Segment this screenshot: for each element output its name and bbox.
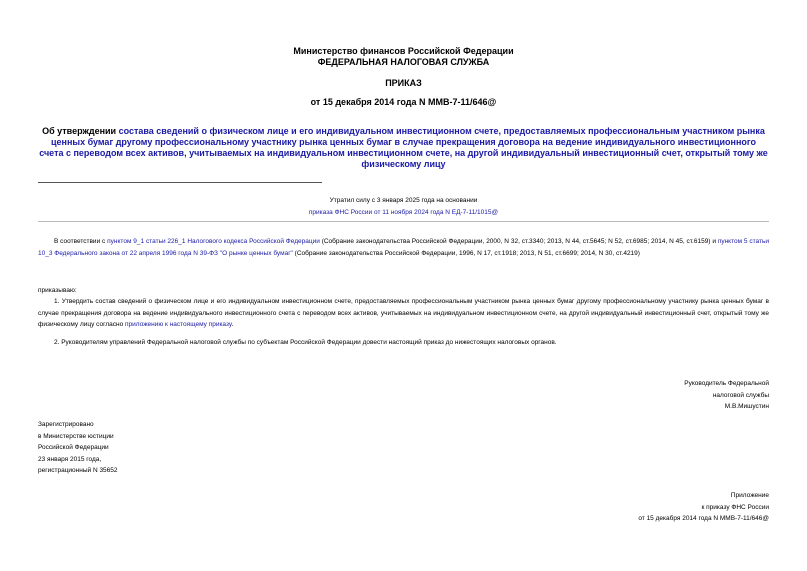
preamble-text: В соответствии с bbox=[54, 238, 108, 245]
appendix-line: от 15 декабря 2014 года N ММВ-7-11/646@ bbox=[638, 515, 769, 522]
doc-date: от 15 декабря 2014 года N ММВ-7-11/646@ bbox=[310, 97, 497, 107]
securities-law-link[interactable]: пунктом 5 статьи 10_3 Федерального закона от 22 апреля 1996 года N 39-ФЗ "О рынке ценных бумаг" bbox=[38, 238, 770, 257]
appendix-line: к приказу ФНС России bbox=[701, 503, 769, 511]
divider bbox=[38, 182, 322, 183]
order-item-text: . bbox=[231, 321, 234, 328]
header-ministry: Министерство финансов Российской Федерации bbox=[293, 46, 514, 56]
signature-block bbox=[684, 378, 769, 413]
registration-line: в Министерстве юстиции bbox=[38, 432, 114, 440]
title-link[interactable]: состава сведений о физическом лице и его индивидуальном инвестиционном счете, предоставляемых профессиональным участником рынка ценных бумаг другому профессиональному участнику рынка ценных бумаг в случае прекращения договора на ведение индивидуального инвестиционного счета с переводом всех активов, учитываемых на индивидуальном инвестиционном счете, на другой индивидуальный инвестиционный счет, открытый тому же физическому лицу bbox=[39, 126, 768, 169]
order-word: приказываю: bbox=[38, 287, 77, 294]
preamble-text: (Собрание законодательства Российской Федерации, 2000, N 32, ст.3340; 2013, N 44, ст.5645; N 52, ст.6985; 2014, N 45, ст.6159) и bbox=[319, 238, 718, 245]
registration-line: Российской Федерации bbox=[38, 444, 109, 451]
title-prefix: Об утверждении bbox=[42, 126, 119, 136]
signature-name: М.В.Мишустин bbox=[724, 403, 769, 410]
order-item-1 bbox=[38, 296, 769, 331]
preamble-paragraph bbox=[38, 236, 769, 259]
registration-block bbox=[38, 419, 118, 477]
lost-force-link[interactable]: приказа ФНС России от 11 ноября 2024 года N ЕД-7-11/1015@ bbox=[308, 209, 499, 216]
header-service: ФЕДЕРАЛЬНАЯ НАЛОГОВАЯ СЛУЖБА bbox=[317, 57, 490, 67]
order-item-2: 2. Руководителям управлений Федеральной налоговой службы по субъектам Российской Федерации довести настоящий приказ до нижестоящих налоговых органов. bbox=[54, 339, 557, 346]
registration-line: Зарегистрировано bbox=[38, 421, 94, 428]
signature-line: Руководитель Федеральной bbox=[684, 380, 769, 387]
appendix-block bbox=[638, 490, 769, 525]
tax-code-link[interactable]: пунктом 9_1 статьи 226_1 Налогового кодекса Российской Федерации bbox=[107, 238, 320, 245]
appendix-line: Приложение bbox=[730, 492, 769, 499]
signature-line: налоговой службы bbox=[712, 391, 769, 399]
doc-title bbox=[38, 126, 769, 170]
lost-force-text: Утратил силу с 3 января 2025 года на основании bbox=[329, 197, 478, 204]
preamble-text: (Собрание законодательства Российской Федерации, 1996, N 17, ст.1918; 2013, N 51, ст.6699; 2014, N 30, ст.4219) bbox=[292, 249, 640, 257]
lost-force-note bbox=[38, 195, 769, 219]
appendix-link[interactable]: приложению к настоящему приказу bbox=[125, 321, 232, 328]
divider bbox=[38, 221, 769, 222]
registration-line: 23 января 2015 года, bbox=[38, 455, 102, 463]
doc-type: ПРИКАЗ bbox=[385, 78, 422, 88]
registration-line: регистрационный N 35652 bbox=[38, 467, 118, 474]
order-item-text: 1. Утвердить состав сведений о физическом лице и его индивидуальном инвестиционном счете, предоставляемых профессиональным участником рынка ценных бумаг другому профессиональному участнику рынка ценных бумаг в случае прекращения договора на ведение индивидуального инвестиционного счета с переводом всех активов, учитываемых на индивидуальном инвестиционном счете, на другой индивидуальный инвестиционный счет, открытый тому же физическому лицу согласно bbox=[38, 298, 769, 328]
